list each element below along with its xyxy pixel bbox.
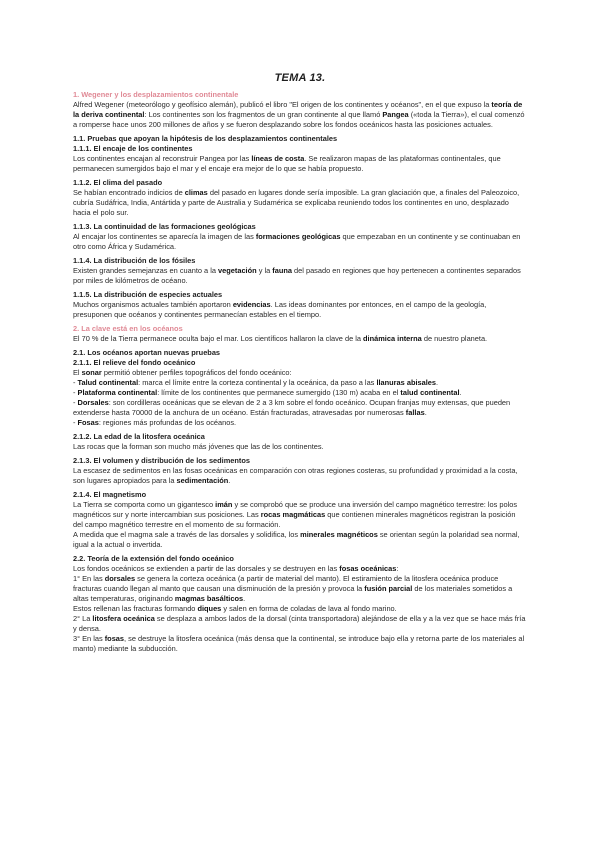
section-1-1-4-text: Existen grandes semejanzas en cuanto a la vegetación y la fauna del pasado en regiones que hoy pertenecen a continentes separados por miles de kilómetros de océano. xyxy=(73,266,521,285)
document-title: TEMA 13. xyxy=(274,72,326,84)
section-2-1-1-talud: - Talud continental: marca el límite entre la corteza continental y la oceánica, da paso a las llanuras abisales. xyxy=(73,378,439,387)
section-2-1-4-heading: 2.1.4. El magnetismo xyxy=(73,490,147,499)
section-2-1-1-plataforma: - Plataforma continental: límite de los continentes que permanece sumergido (130 m) acaba en el talud continental. xyxy=(73,388,462,397)
section-2-heading: 2. La clave está en los océanos xyxy=(73,324,183,333)
section-2-1-4-text-a: La Tierra se comporta como un gigantesco imán y se comprobó que se produce una inversión del campo magnético terrestre: los polos magnéticos sur y norte intercambian sus posiciones. Las rocas magmáticas que contienen minerales magnéticos registran la posición del campo magnético terrestre en el momento de su formación. xyxy=(73,500,518,529)
section-2-1-2-text: Las rocas que la forman son mucho más jóvenes que las de los continentes. xyxy=(73,442,324,451)
section-1-1-5-text: Muchos organismos actuales también aportaron evidencias. Las ideas dominantes por entonces, en el campo de la geología, presuponen que océanos y continentes permanecían estables en el tiempo. xyxy=(73,300,487,319)
section-2-intro: El 70 % de la Tierra permanece oculta bajo el mar. Los científicos hallaron la clave de la dinámica interna de nuestro planeta. xyxy=(73,334,488,343)
section-2-2-text-d: 2° La litosfera oceánica se desplaza a ambos lados de la dorsal (cinta transportadora) alejándose de ella y a la vez que se hace más fría y densa. xyxy=(73,614,526,633)
section-1-1-1-heading: 1.1.1. El encaje de los continentes xyxy=(73,144,193,153)
section-2-1-2-heading: 2.1.2. La edad de la litosfera oceánica xyxy=(73,432,205,441)
section-2-1-3-heading: 2.1.3. El volumen y distribución de los sedimentos xyxy=(73,456,251,465)
section-1-heading: 1. Wegener y los desplazamientos continentale xyxy=(73,90,239,99)
section-1-1-2-text: Se habían encontrado indicios de climas del pasado en lugares donde sería imposible. La gran glaciación que, a finales del Paleozoico, cubría Sudáfrica, India, Antártida y parte de Australia y Sudamérica se explicaba reuniendo todos los continentes en uno, desplazado hacia el polo sur. xyxy=(73,188,520,217)
section-2-1-1-dorsales: - Dorsales: son cordilleras oceánicas que se elevan de 2 a 3 km sobre el fondo oceánico. Ocupan franjas muy extensas, que pueden extenderse hasta 70000 de la anchura de un océano. Están fracturadas, atravesadas por numerosas fallas. xyxy=(73,398,511,417)
section-1-1-4-heading: 1.1.4. La distribución de los fósiles xyxy=(73,256,196,265)
section-1-1-heading: 1.1. Pruebas que apoyan la hipótesis de los desplazamientos continentales xyxy=(73,134,338,143)
section-2-1-3-text: La escasez de sedimentos en las fosas oceánicas en comparación con otras regiones costeras, su profundidad y proximidad a la costa, son lugares apropiados para la sedimentación. xyxy=(73,466,518,485)
section-1-1-3-text: Al encajar los continentes se aparecía la imagen de las formaciones geológicas que empezaban en un continente y se continuaban en otro como África y Sudamérica. xyxy=(73,232,521,251)
section-2-1-heading: 2.1. Los océanos aportan nuevas pruebas xyxy=(73,348,221,357)
section-1-1-5-heading: 1.1.5. La distribución de especies actuales xyxy=(73,290,223,299)
section-2-1-4-text-b: A medida que el magma sale a través de las dorsales y solidifica, los minerales magnéticos se orientan según la polaridad sea normal, igual a la actual o invertida. xyxy=(73,530,520,549)
section-2-2-heading: 2.2. Teoría de la extensión del fondo oceánico xyxy=(73,554,234,563)
section-1-1-2-heading: 1.1.2. El clima del pasado xyxy=(73,178,163,187)
section-2-1-1-fosas: - Fosas: regiones más profundas de los océanos. xyxy=(73,418,237,427)
section-2-1-1-heading: 2.1.1. El relieve del fondo oceánico xyxy=(73,358,196,367)
section-2-1-1-sonar: El sonar permitió obtener perfiles topográficos del fondo oceánico: xyxy=(73,368,292,377)
section-1-intro: Alfred Wegener (meteorólogo y geofísico alemán), publicó el libro "El origen de los continentes y océanos", en el que expuso la teoría de la deriva continental: Los continentes son los fragmentos de un gran continente al que llamó Pangea («toda la Tierra»), el cual comenzó a romperse hace unos 200 millones de años y se fueron desplazando sobre los fondos oceánicos hasta las posiciones actuales. xyxy=(73,100,525,129)
section-2-2-text-c: Estos rellenan las fracturas formando diques y salen en forma de coladas de lava al fondo marino. xyxy=(73,604,397,613)
section-2-2-text-a: Los fondos oceánicos se extienden a partir de las dorsales y se destruyen en las fosas oceánicas: xyxy=(73,564,399,573)
section-2-2-text-b: 1° En las dorsales se genera la corteza oceánica (a partir de material del manto). El estiramiento de la litosfera oceánica produce fracturas cuando llegan al manto que causan una disminución de la presión y provoca la fusión parcial de los materiales sometidos a altas temperaturas, originando magmas basálticos. xyxy=(73,574,513,603)
section-1-1-1-text: Los continentes encajan al reconstruir Pangea por las líneas de costa. Se realizaron mapas de las plataformas continentales, que permanecen sumergidos bajo el mar y el encaje era mejor de lo que se había propuesto. xyxy=(73,154,501,173)
section-2-2-text-e: 3° En las fosas, se destruye la litosfera oceánica (más densa que la continental, se introduce bajo ella y retorna parte de los materiales al manto) mediante la subducción. xyxy=(73,634,525,653)
section-1-1-3-heading: 1.1.3. La continuidad de las formaciones geológicas xyxy=(73,222,256,231)
